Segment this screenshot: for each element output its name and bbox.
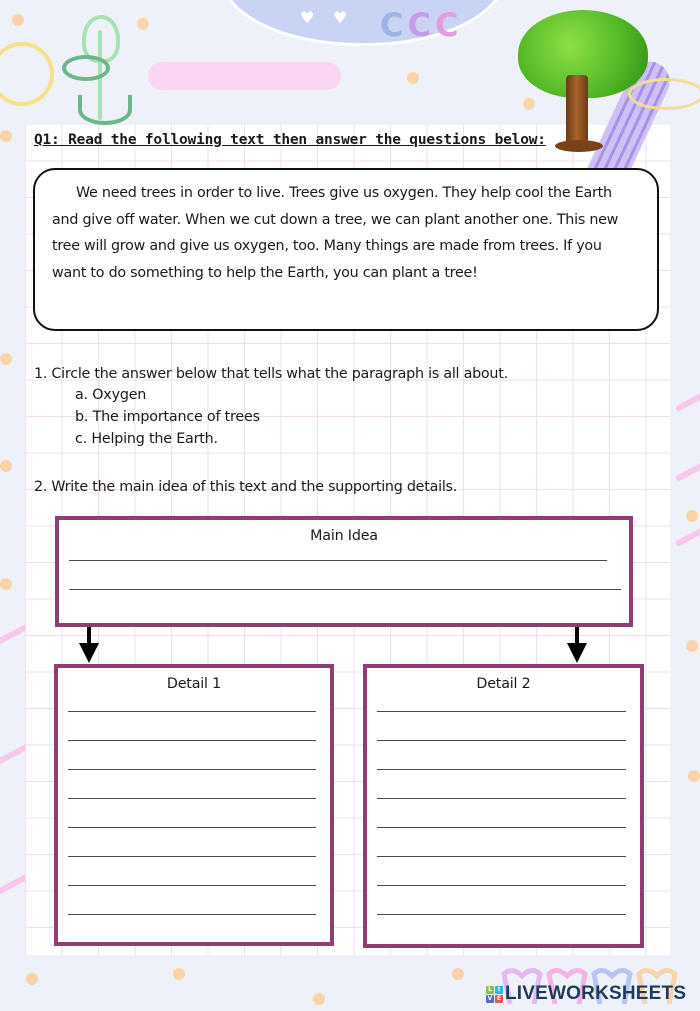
answer-option-c[interactable]: c. Helping the Earth. bbox=[75, 431, 218, 447]
question-heading: Q1: Read the following text then answer the questions below: bbox=[34, 132, 546, 148]
dot-decoration bbox=[0, 130, 12, 142]
main-idea-title: Main Idea bbox=[310, 528, 378, 544]
dot-decoration bbox=[313, 993, 325, 1005]
arrow-head-icon bbox=[567, 643, 587, 663]
heart-icon: ♥ bbox=[333, 8, 348, 27]
answer-option-a[interactable]: a. Oxygen bbox=[75, 387, 147, 403]
reading-passage-box bbox=[33, 168, 659, 331]
flower-leaves-icon bbox=[78, 95, 132, 125]
main-idea-box bbox=[55, 516, 633, 627]
main-idea-answer-line[interactable] bbox=[69, 560, 607, 561]
dot-decoration bbox=[137, 18, 149, 30]
detail-2-answer-line[interactable] bbox=[377, 769, 626, 770]
logo-text: LIVEWORKSHEETS bbox=[505, 983, 687, 1004]
detail-1-answer-line[interactable] bbox=[68, 827, 316, 828]
detail-2-box bbox=[363, 664, 644, 948]
pink-bar-decoration bbox=[148, 62, 341, 90]
logo-mark-icon bbox=[486, 986, 503, 1003]
main-idea-answer-line[interactable] bbox=[69, 589, 621, 590]
detail-1-answer-line[interactable] bbox=[68, 914, 316, 915]
dot-decoration bbox=[523, 98, 535, 110]
pink-stroke-decoration bbox=[675, 374, 700, 412]
dot-decoration bbox=[686, 640, 698, 652]
question-2-prompt: 2. Write the main idea of this text and the supporting details. bbox=[34, 479, 458, 495]
dot-decoration bbox=[173, 968, 185, 980]
logo-mark-letter: L bbox=[486, 986, 494, 994]
flower-loop-icon bbox=[62, 55, 110, 81]
pink-stroke-decoration bbox=[675, 444, 700, 482]
detail-1-answer-line[interactable] bbox=[68, 885, 316, 886]
dot-decoration bbox=[688, 770, 700, 782]
heart-icon: ♥ bbox=[300, 8, 315, 27]
dot-decoration bbox=[0, 578, 12, 590]
logo-mark-letter: E bbox=[496, 994, 502, 1002]
decor-letter: C bbox=[434, 6, 463, 44]
detail-2-title: Detail 2 bbox=[476, 676, 531, 692]
detail-2-answer-line[interactable] bbox=[377, 711, 626, 712]
dot-decoration bbox=[0, 353, 12, 365]
reading-passage: We need trees in order to live. Trees give us oxygen. They help cool the Earth and give off water. When we cut down a tree, we can plant another one. This new tree will grow and give us oxygen, too. Many things are made from trees. If you want to do something to help the Earth, you can plant a tree! bbox=[52, 185, 619, 281]
detail-2-answer-line[interactable] bbox=[377, 827, 626, 828]
smiley-icon bbox=[0, 42, 54, 106]
cloud-decoration bbox=[220, 0, 506, 46]
dot-decoration bbox=[26, 973, 38, 985]
detail-2-answer-line[interactable] bbox=[377, 856, 626, 857]
detail-2-answer-line[interactable] bbox=[377, 914, 626, 915]
dot-decoration bbox=[407, 72, 419, 84]
liveworksheets-logo[interactable] bbox=[486, 983, 686, 1005]
detail-1-answer-line[interactable] bbox=[68, 798, 316, 799]
dot-decoration bbox=[452, 968, 464, 980]
tree-root-icon bbox=[555, 140, 603, 152]
ccc-decoration bbox=[380, 6, 462, 44]
detail-1-title: Detail 1 bbox=[166, 676, 222, 692]
dot-decoration bbox=[0, 460, 12, 472]
arrow-head-icon bbox=[79, 643, 99, 663]
detail-2-answer-line[interactable] bbox=[377, 885, 626, 886]
dot-decoration bbox=[12, 14, 24, 26]
logo-mark-letter: I bbox=[495, 986, 503, 994]
answer-option-b[interactable]: b. The importance of trees bbox=[75, 409, 260, 425]
detail-2-answer-line[interactable] bbox=[377, 798, 626, 799]
detail-2-answer-line[interactable] bbox=[377, 740, 626, 741]
detail-1-answer-line[interactable] bbox=[68, 769, 316, 770]
logo-mark-letter: V bbox=[487, 994, 493, 1002]
ring-decoration bbox=[628, 78, 700, 110]
tree-trunk-icon bbox=[566, 75, 588, 150]
dot-decoration bbox=[686, 510, 698, 522]
detail-1-box bbox=[54, 664, 334, 946]
decor-letter: C bbox=[407, 6, 435, 44]
detail-1-answer-line[interactable] bbox=[68, 740, 316, 741]
question-1-prompt: 1. Circle the answer below that tells what the paragraph is all about. bbox=[34, 366, 508, 382]
decor-letter: C bbox=[380, 6, 408, 44]
detail-1-answer-line[interactable] bbox=[68, 711, 316, 712]
detail-1-answer-line[interactable] bbox=[68, 856, 316, 857]
